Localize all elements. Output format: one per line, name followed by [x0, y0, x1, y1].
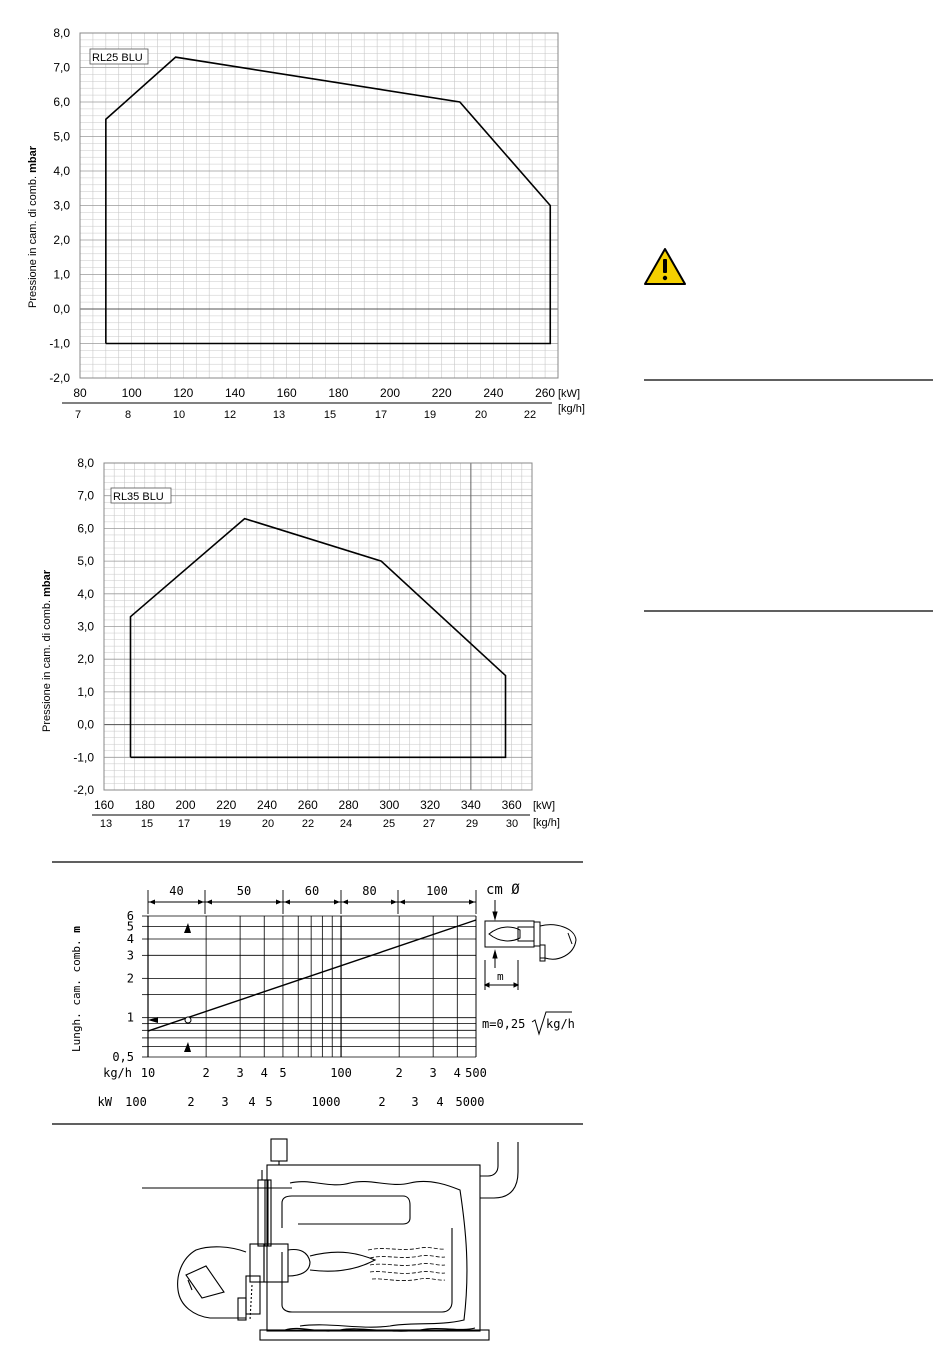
x-tick-label-kgh: 3	[429, 1066, 437, 1080]
x-tick-label-kgh: 10	[172, 409, 186, 421]
y-axis-label: Pressione in cam. di comb. mbar	[27, 145, 39, 308]
x-tick-label-kgh: 12	[223, 409, 237, 421]
chart-grid	[104, 463, 532, 790]
y-tick-labels	[73, 456, 94, 797]
diameter-label: 80	[362, 884, 377, 898]
x-tick-label-kgh: 20	[261, 818, 275, 830]
unit-kgh: [kg/h]	[558, 403, 585, 415]
rl35-pressure-chart	[41, 456, 560, 830]
x-tick-label-kgh: 17	[374, 409, 388, 421]
x-tick-label-kw: 3	[221, 1095, 229, 1109]
y-tick-label: -1,0	[49, 336, 70, 351]
y-axis-label: Pressione in cam. di comb. mbar	[41, 569, 53, 732]
y-tick-label: 8,0	[77, 456, 94, 470]
y-tick-label: 4	[126, 932, 134, 947]
x-tick-label-kgh: 5	[279, 1066, 287, 1080]
x-tick-label-kgh: 3	[236, 1066, 244, 1080]
x-tick-label-kgh: 25	[382, 818, 396, 830]
x-tick-label-kgh: 10	[140, 1066, 156, 1080]
x-tick-labels	[98, 1066, 487, 1109]
m-label: m	[497, 970, 504, 983]
y-tick-labels	[112, 909, 134, 1064]
formula-label: m=0,25	[482, 1017, 526, 1031]
x-tick-labels	[94, 798, 522, 830]
y-tick-label: 4,0	[77, 586, 94, 601]
y-tick-label: 2,0	[77, 652, 94, 667]
x-tick-label-kgh: 8	[124, 409, 132, 421]
x-tick-label-kw: 140	[225, 386, 246, 400]
y-tick-label: 2	[126, 971, 134, 986]
y-tick-label: -1,0	[73, 750, 94, 765]
x-tick-label-kw: 5	[265, 1095, 273, 1109]
x-tick-label-kw: 100	[125, 1095, 147, 1109]
x-tick-label-kgh: 4	[453, 1066, 461, 1080]
x-tick-label-kw: 280	[338, 798, 359, 812]
x-tick-label-kw: 240	[257, 798, 278, 812]
y-tick-label: -2,0	[49, 371, 70, 385]
y-tick-label: 1,0	[53, 267, 70, 282]
x-tick-label-kw: 180	[328, 386, 349, 400]
x-tick-label-kw: 360	[501, 798, 522, 812]
unit-kgh: [kg/h]	[533, 817, 560, 829]
x-tick-label-kgh: 24	[339, 818, 353, 830]
x-tick-label-kgh: 100	[330, 1066, 352, 1080]
diameter-label: 50	[236, 884, 252, 898]
x-tick-label-kw: 220	[216, 798, 237, 812]
x-row-label-kgh: kg/h	[103, 1066, 132, 1080]
y-tick-label: 0,0	[77, 717, 94, 732]
x-tick-label-kw: 1000	[311, 1095, 341, 1109]
x-tick-label-kgh: 15	[323, 409, 337, 421]
reference-point	[185, 1017, 191, 1023]
x-tick-label-kw: 2	[187, 1095, 195, 1109]
x-tick-label-kgh: 2	[202, 1066, 210, 1080]
x-tick-label-kw: 200	[380, 386, 401, 400]
x-tick-label-kw: 240	[483, 386, 504, 400]
chart-grid	[80, 33, 558, 378]
x-tick-label-kw: 340	[460, 798, 481, 812]
y-tick-label: 3,0	[77, 619, 94, 634]
x-tick-label-kw: 320	[420, 798, 441, 812]
y-tick-label: 1,0	[77, 684, 94, 699]
x-row-label-kw: kW	[97, 1095, 112, 1109]
combustion-length-chart	[70, 882, 576, 1109]
y-tick-label: 6,0	[53, 95, 70, 109]
x-tick-label-kgh: 22	[301, 818, 315, 830]
formula-radicand: kg/h	[546, 1017, 575, 1031]
x-tick-label-kw: 120	[173, 386, 194, 400]
x-tick-label-kw: 2	[378, 1095, 386, 1109]
diameter-label: 60	[304, 884, 320, 898]
y-tick-label: 5,0	[53, 129, 70, 144]
x-tick-label-kgh: 17	[177, 818, 191, 830]
y-tick-label: 1	[126, 1010, 134, 1025]
length-curve	[148, 920, 476, 1031]
x-tick-label-kgh: 2	[395, 1066, 403, 1080]
x-tick-label-kw: 100	[121, 386, 142, 400]
x-tick-label-kw: 160	[276, 386, 297, 400]
x-tick-label-kw: 220	[431, 386, 452, 400]
y-tick-labels	[49, 26, 70, 385]
x-tick-label-kw: 5000	[455, 1095, 485, 1109]
y-tick-label: 5	[126, 919, 134, 934]
x-tick-label-kgh: 7	[74, 409, 82, 421]
diameter-unit: cm Ø	[486, 882, 520, 898]
working-range-envelope	[106, 57, 550, 343]
diameter-scale	[148, 884, 476, 914]
series-label: RL35 BLU	[113, 491, 164, 503]
x-tick-label-kw: 3	[411, 1095, 419, 1109]
y-tick-label: 0,0	[53, 302, 70, 316]
x-tick-label-kgh: 19	[423, 409, 437, 421]
y-tick-label: 6	[126, 909, 134, 923]
x-tick-label-kgh: 13	[272, 409, 286, 421]
x-tick-label-kw: 260	[535, 386, 556, 400]
y-tick-label: 6,0	[77, 521, 94, 536]
unit-kw: [kW]	[533, 800, 555, 812]
y-axis-label: Lungh. cam. comb. m	[70, 926, 83, 1052]
y-tick-label: 3	[126, 948, 134, 963]
y-tick-label: 7,0	[53, 60, 70, 75]
series-label: RL25 BLU	[92, 52, 143, 64]
x-tick-label-kgh: 13	[99, 818, 113, 830]
y-tick-label: 4,0	[53, 164, 70, 178]
x-tick-label-kw: 300	[379, 798, 400, 812]
x-tick-label-kw: 4	[436, 1095, 444, 1109]
warning-triangle-icon	[645, 249, 685, 284]
y-tick-label: 2,0	[53, 233, 70, 247]
x-tick-label-kgh: 4	[260, 1066, 268, 1080]
boiler-burner-drawing-icon	[142, 1139, 518, 1340]
x-tick-label-kgh: 20	[474, 409, 488, 421]
x-tick-label-kgh: 19	[218, 818, 232, 830]
x-tick-label-kw: 160	[93, 798, 115, 812]
x-tick-label-kgh: 29	[465, 818, 479, 830]
x-tick-label-kgh: 22	[523, 409, 537, 421]
x-tick-label-kgh: 30	[505, 818, 519, 830]
arrow-up-icon	[184, 923, 191, 933]
y-tick-label: -2,0	[73, 783, 94, 797]
x-tick-label-kw: 80	[73, 386, 87, 400]
rl25-pressure-chart	[27, 26, 585, 421]
unit-kw: [kW]	[558, 388, 580, 400]
x-tick-label-kw: 200	[175, 798, 196, 812]
x-tick-label-kw: 180	[134, 798, 155, 812]
y-tick-label: 5,0	[77, 554, 94, 569]
x-tick-label-kgh: 27	[422, 818, 436, 830]
x-tick-label-kgh: 15	[140, 818, 154, 830]
y-tick-label: 0,5	[112, 1050, 134, 1064]
y-tick-label: 7,0	[77, 488, 94, 503]
y-tick-label: 8,0	[53, 26, 70, 40]
x-tick-label-kw: 260	[297, 798, 318, 812]
diameter-label: 100	[426, 884, 448, 898]
diameter-label: 40	[169, 884, 184, 898]
x-tick-label-kgh: 500	[465, 1066, 487, 1080]
y-tick-label: 3,0	[53, 198, 70, 213]
chart-grid	[142, 916, 476, 1057]
x-tick-label-kw: 4	[248, 1095, 256, 1109]
